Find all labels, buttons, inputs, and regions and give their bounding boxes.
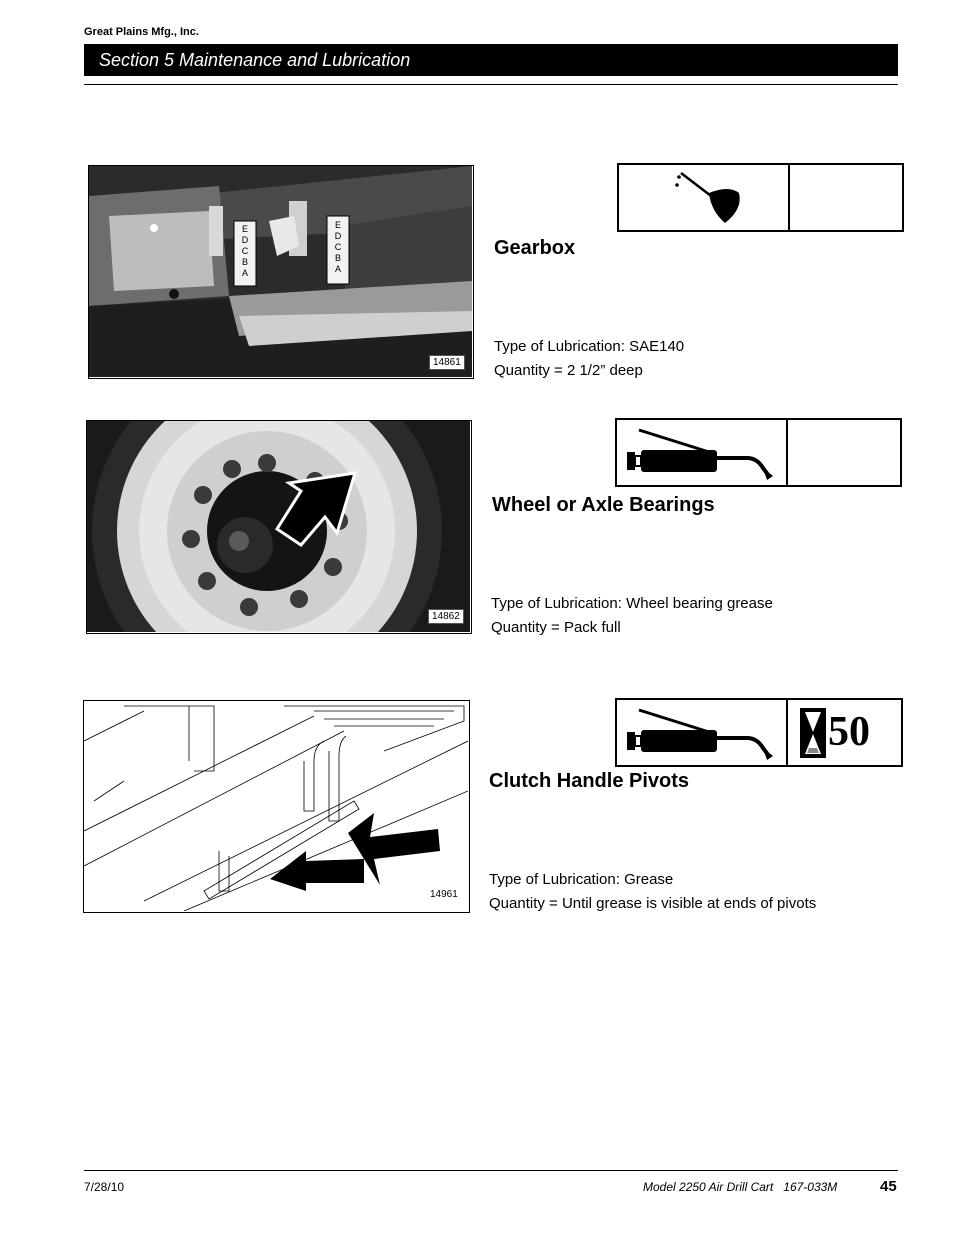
wheel-lubrication-info bbox=[491, 592, 773, 640]
figure-number: 14862 bbox=[428, 609, 464, 624]
lubrication-quantity: Quantity = Until grease is visible at ends of pivots bbox=[489, 895, 817, 912]
footer-rule bbox=[84, 1170, 898, 1171]
header-rule bbox=[84, 84, 898, 85]
footer-model: Model 2250 Air Drill Cart 167-033M bbox=[643, 1180, 838, 1194]
footer-date: 7/28/10 bbox=[84, 1180, 125, 1194]
lubrication-type: Type of Lubrication: SAE140 bbox=[494, 338, 685, 355]
gearbox-photo bbox=[88, 165, 474, 379]
figure-number: 14861 bbox=[429, 355, 465, 370]
lubricant-cell bbox=[617, 420, 788, 485]
section-title: Section 5 Maintenance and Lubrication bbox=[99, 50, 411, 70]
interval-cell bbox=[790, 165, 902, 230]
lubrication-type: Type of Lubrication: Grease bbox=[489, 871, 674, 888]
section-heading-gearbox: Gearbox bbox=[494, 237, 576, 259]
oil-can-icon bbox=[619, 165, 786, 230]
interval-cell bbox=[788, 420, 900, 485]
lubricant-cell bbox=[619, 165, 790, 230]
company-name: Great Plains Mfg., Inc. bbox=[84, 26, 199, 38]
grease-gun-icon bbox=[617, 420, 784, 485]
lubricant-cell bbox=[617, 700, 788, 765]
wheel-lubrication-icon-box bbox=[615, 418, 902, 487]
section-title-bar bbox=[84, 44, 898, 76]
hourglass-icon bbox=[800, 708, 826, 758]
clutch-lubrication-info bbox=[489, 868, 816, 916]
interval-cell bbox=[788, 700, 901, 765]
page-number: 45 bbox=[880, 1178, 897, 1195]
clutch-pivot-line-drawing bbox=[84, 701, 468, 911]
lubrication-quantity: Quantity = Pack full bbox=[491, 619, 621, 636]
gearbox-lubrication-icon-box bbox=[617, 163, 904, 232]
section-heading-clutch-pivots: Clutch Handle Pivots bbox=[489, 770, 690, 792]
wheel-bearing-photo bbox=[86, 420, 472, 634]
gearbox-photo-image bbox=[89, 166, 472, 377]
section-heading-wheel-bearings: Wheel or Axle Bearings bbox=[492, 494, 715, 516]
gearbox-range-labels-left: E D C B A bbox=[241, 224, 249, 278]
service-interval-hours: 50 bbox=[828, 709, 870, 755]
lubrication-type: Type of Lubrication: Wheel bearing grease bbox=[491, 595, 773, 612]
wheel-bearing-photo-image bbox=[87, 421, 470, 632]
grease-gun-icon bbox=[617, 700, 784, 765]
gearbox-lubrication-info bbox=[494, 335, 684, 383]
clutch-lubrication-icon-box bbox=[615, 698, 903, 767]
gearbox-range-labels-right: E D C B A bbox=[334, 220, 342, 274]
lubrication-quantity: Quantity = 2 1/2” deep bbox=[494, 362, 643, 379]
figure-number: 14961 bbox=[430, 889, 458, 900]
clutch-pivot-drawing bbox=[83, 700, 470, 913]
